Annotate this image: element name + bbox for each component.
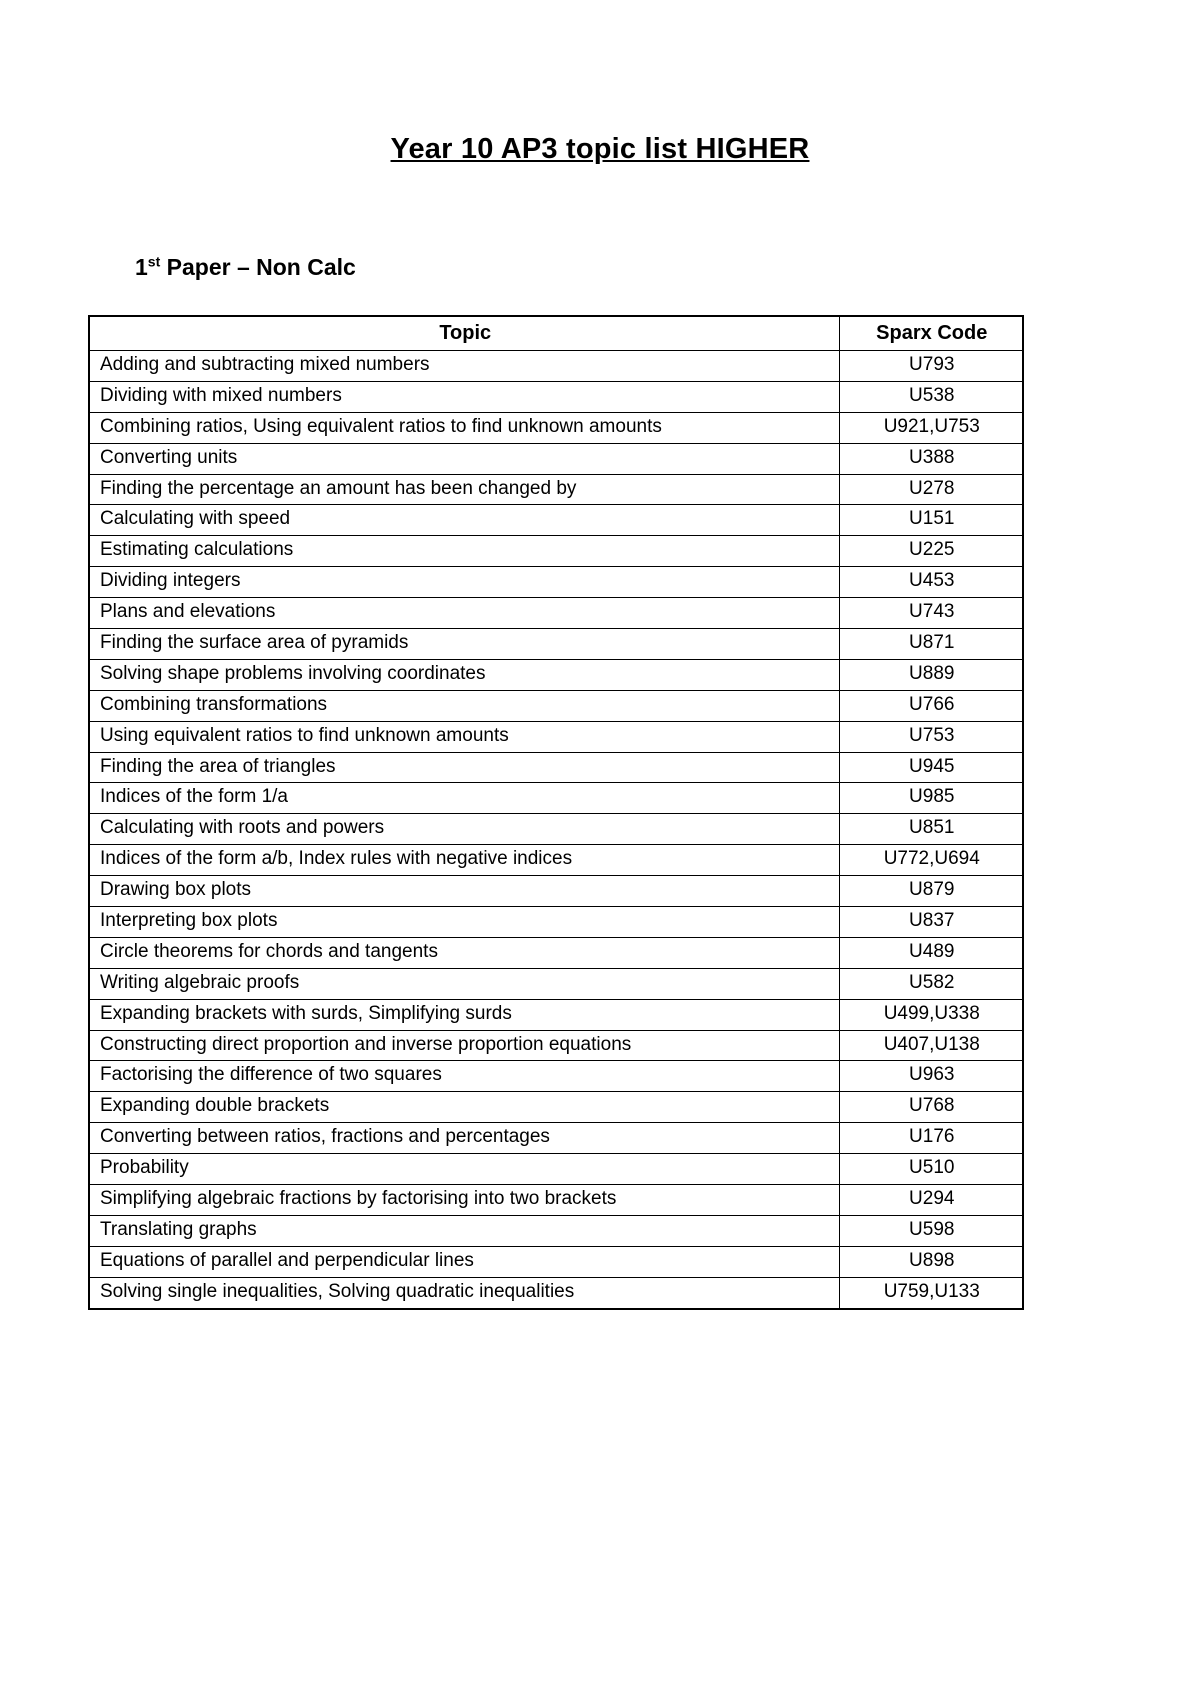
sparx-code-cell: U176 [839, 1123, 1023, 1154]
sparx-code-cell: U538 [839, 381, 1023, 412]
table-row [89, 1154, 1023, 1185]
table-row [89, 1246, 1023, 1277]
topic-cell: Translating graphs [89, 1215, 839, 1246]
topic-cell: Expanding double brackets [89, 1092, 839, 1123]
table-row [89, 968, 1023, 999]
sparx-code-cell: U772,U694 [839, 845, 1023, 876]
table-row [89, 474, 1023, 505]
sparx-code-cell: U294 [839, 1185, 1023, 1216]
table-row [89, 381, 1023, 412]
sparx-code-cell: U582 [839, 968, 1023, 999]
topic-cell: Probability [89, 1154, 839, 1185]
topic-cell: Equations of parallel and perpendicular lines [89, 1246, 839, 1277]
sparx-code-cell: U743 [839, 598, 1023, 629]
topic-cell: Circle theorems for chords and tangents [89, 937, 839, 968]
topic-cell: Dividing integers [89, 567, 839, 598]
table-row [89, 351, 1023, 382]
topic-cell: Converting units [89, 443, 839, 474]
sparx-code-cell: U598 [839, 1215, 1023, 1246]
topic-cell: Indices of the form a/b, Index rules with negative indices [89, 845, 839, 876]
sparx-code-cell: U985 [839, 783, 1023, 814]
topic-table-header [89, 316, 1023, 351]
topic-cell: Finding the percentage an amount has been changed by [89, 474, 839, 505]
subtitle-ordinal: st [147, 253, 161, 270]
table-row [89, 505, 1023, 536]
sparx-code-cell: U837 [839, 907, 1023, 938]
topic-cell: Finding the area of triangles [89, 752, 839, 783]
topic-table [88, 315, 1024, 1310]
table-row [89, 659, 1023, 690]
topic-cell: Writing algebraic proofs [89, 968, 839, 999]
topic-cell: Calculating with speed [89, 505, 839, 536]
table-row [89, 1123, 1023, 1154]
table-row [89, 1277, 1023, 1308]
sparx-code-cell: U499,U338 [839, 999, 1023, 1030]
table-row [89, 598, 1023, 629]
table-row [89, 783, 1023, 814]
table-row [89, 536, 1023, 567]
table-row [89, 845, 1023, 876]
table-row [89, 412, 1023, 443]
sparx-code-cell: U453 [839, 567, 1023, 598]
sparx-code-cell: U921,U753 [839, 412, 1023, 443]
topic-cell: Solving single inequalities, Solving quadratic inequalities [89, 1277, 839, 1308]
section-subtitle [135, 254, 1200, 281]
sparx-code-cell: U278 [839, 474, 1023, 505]
topic-cell: Adding and subtracting mixed numbers [89, 351, 839, 382]
sparx-code-cell: U898 [839, 1246, 1023, 1277]
header-row [89, 316, 1023, 351]
topic-cell: Dividing with mixed numbers [89, 381, 839, 412]
topic-cell: Expanding brackets with surds, Simplifying surds [89, 999, 839, 1030]
sparx-code-cell: U407,U138 [839, 1030, 1023, 1061]
sparx-code-cell: U759,U133 [839, 1277, 1023, 1308]
topic-cell: Interpreting box plots [89, 907, 839, 938]
topic-cell: Finding the surface area of pyramids [89, 629, 839, 660]
topic-cell: Simplifying algebraic fractions by factorising into two brackets [89, 1185, 839, 1216]
page-title: Year 10 AP3 topic list HIGHER [390, 133, 810, 165]
sparx-code-cell: U871 [839, 629, 1023, 660]
sparx-code-cell: U963 [839, 1061, 1023, 1092]
sparx-code-cell: U225 [839, 536, 1023, 567]
sparx-code-cell: U889 [839, 659, 1023, 690]
table-row [89, 814, 1023, 845]
topic-cell: Using equivalent ratios to find unknown amounts [89, 721, 839, 752]
table-row [89, 567, 1023, 598]
table-row [89, 443, 1023, 474]
sparx-code-cell: U766 [839, 690, 1023, 721]
topic-cell: Combining transformations [89, 690, 839, 721]
topic-cell: Factorising the difference of two squares [89, 1061, 839, 1092]
subtitle-number: 1 [135, 254, 148, 280]
table-row [89, 690, 1023, 721]
table-row [89, 937, 1023, 968]
sparx-code-cell: U851 [839, 814, 1023, 845]
sparx-code-cell: U388 [839, 443, 1023, 474]
topic-cell: Indices of the form 1/a [89, 783, 839, 814]
table-row [89, 629, 1023, 660]
sparx-code-cell: U879 [839, 876, 1023, 907]
table-row [89, 1185, 1023, 1216]
table-row [89, 1061, 1023, 1092]
sparx-code-cell: U151 [839, 505, 1023, 536]
table-row [89, 1030, 1023, 1061]
table-row [89, 752, 1023, 783]
sparx-code-cell: U945 [839, 752, 1023, 783]
table-row [89, 1215, 1023, 1246]
sparx-code-cell: U753 [839, 721, 1023, 752]
topic-cell: Solving shape problems involving coordinates [89, 659, 839, 690]
topic-column-header: Topic [89, 316, 839, 351]
table-row [89, 999, 1023, 1030]
table-row [89, 721, 1023, 752]
topic-cell: Plans and elevations [89, 598, 839, 629]
topic-cell: Calculating with roots and powers [89, 814, 839, 845]
sparx-code-cell: U510 [839, 1154, 1023, 1185]
table-row [89, 907, 1023, 938]
table-row [89, 1092, 1023, 1123]
topic-cell: Constructing direct proportion and inverse proportion equations [89, 1030, 839, 1061]
sparx-code-cell: U793 [839, 351, 1023, 382]
subtitle-text: Paper – Non Calc [160, 254, 356, 280]
table-row [89, 876, 1023, 907]
sparx-code-column-header: Sparx Code [839, 316, 1023, 351]
topic-cell: Drawing box plots [89, 876, 839, 907]
topic-cell: Combining ratios, Using equivalent ratios to find unknown amounts [89, 412, 839, 443]
sparx-code-cell: U768 [839, 1092, 1023, 1123]
sparx-code-cell: U489 [839, 937, 1023, 968]
topic-cell: Converting between ratios, fractions and percentages [89, 1123, 839, 1154]
topic-cell: Estimating calculations [89, 536, 839, 567]
topic-table-body [89, 351, 1023, 1309]
